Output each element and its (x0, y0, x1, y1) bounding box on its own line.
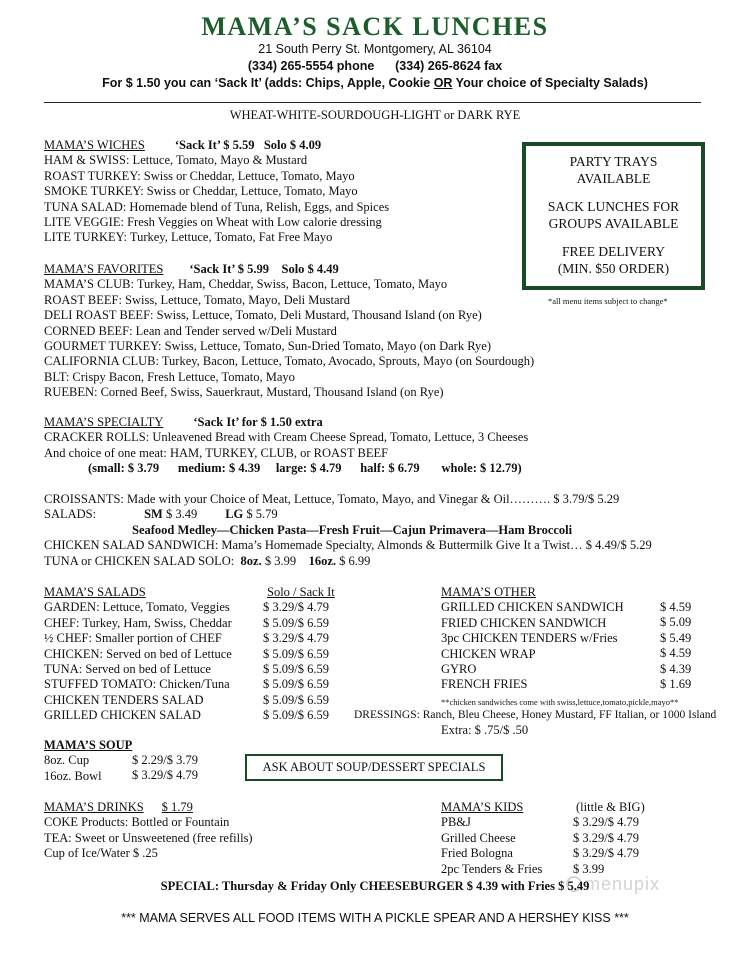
price: $ 3.29/$ 4.79 (263, 600, 329, 615)
list-item: PB&J (441, 815, 471, 830)
price: $ 1.69 (660, 676, 692, 691)
wiches-section (44, 138, 389, 246)
price: $ 4.59 (660, 646, 692, 661)
bread-options: WHEAT-WHITE-SOURDOUGH-LIGHT or DARK RYE (229, 108, 521, 122)
phone-fax: (334) 265-5554 phone (334) 265-8624 fax (247, 59, 503, 73)
address: 21 South Perry St. Montgomery, AL 36104 (258, 42, 492, 56)
salads-label: SALADS: (44, 507, 97, 522)
salads-sm-price: $ 3.49 (162, 507, 198, 522)
tuna-16oz-price: $ 6.99 (336, 553, 371, 568)
other-heading: MAMA’S OTHER (441, 585, 536, 599)
price: $ 2.29/$ 3.79 (132, 753, 198, 767)
croissants-section (44, 492, 652, 569)
price: $ 5.09/$ 6.59 (263, 708, 329, 723)
list-item: TUNA SALAD: Homemade blend of Tuna, Relish, Eggs, and Spices (44, 199, 390, 214)
cracker-sizes: (small: $ 3.79 medium: $ 4.39 large: $ 4.79 half: $ 6.79 whole: $ 12.79) (88, 461, 522, 476)
wiches-price: ‘Sack It’ $ 5.59 Solo $ 4.09 (174, 138, 322, 152)
specialty-heading: MAMA’S SPECIALTY (44, 415, 164, 429)
list-item: CHICKEN TENDERS SALAD (44, 692, 204, 707)
list-item: GARDEN: Lettuce, Tomato, Veggies (44, 600, 230, 615)
kids-col-header: (little & BIG) (576, 800, 645, 814)
croissants-line: CROISSANTS: Made with your Choice of Meat, Lettuce, Tomato, Mayo, and Vinegar & Oil………. $ 3.79/$ 5.29 (44, 492, 620, 506)
drinks-heading: MAMA’S DRINKS (44, 800, 144, 814)
salads-lg-label: LG (225, 507, 244, 522)
price: $ 3.29/$ 4.79 (573, 846, 639, 861)
party-line-5: FREE DELIVERY (561, 244, 666, 259)
salad-types: Seafood Medley—Chicken Pasta—Fresh Fruit—Cajun Primavera—Ham Broccoli (132, 522, 573, 537)
price: $ 3.29/$ 4.79 (573, 815, 639, 830)
list-item: Grilled Cheese (441, 830, 516, 845)
kids-section (441, 800, 542, 877)
list-item: CORNED BEEF: Lean and Tender served w/Deli Mustard (44, 323, 337, 338)
list-item: CALIFORNIA CLUB: Turkey, Bacon, Lettuce, Tomato, Avocado, Sprouts, Mayo (on Sourdough) (44, 354, 535, 369)
list-item: DELI ROAST BEEF: Swiss, Lettuce, Tomato, Deli Mustard, Thousand Island (on Rye) (44, 308, 482, 323)
list-item: GOURMET TURKEY: Swiss, Lettuce, Tomato, Sun-Dried Tomato, Mayo (on Dark Rye) (44, 338, 492, 353)
tuna-solo-label: TUNA or CHICKEN SALAD SOLO: (44, 553, 241, 568)
chicken-salad-sandwich: CHICKEN SALAD SANDWICH: Mama’s Homemade Specialty, Almonds & Buttermilk Give It a Twist… $ 4.49/$ 5.29 (44, 538, 652, 553)
sack-it-note (0, 76, 750, 90)
other-prices (660, 600, 691, 692)
list-item: GYRO (441, 661, 477, 676)
salads-sm-label: SM (144, 507, 163, 522)
kids-prices (573, 800, 645, 877)
dressings: DRESSINGS: Ranch, Bleu Cheese, Honey Mustard, FF Italian, or 1000 Island (354, 709, 717, 721)
list-item: 16oz. Bowl (44, 768, 102, 783)
price: $ 3.29/$ 4.79 (132, 768, 198, 783)
list-item: FRIED CHICKEN SANDWICH (441, 615, 607, 630)
price: $ 4.39 (660, 661, 692, 676)
salads-section (44, 585, 232, 724)
soup-section (44, 738, 132, 784)
price: $ 5.09/$ 6.59 (263, 692, 329, 707)
list-item: FRENCH FRIES (441, 677, 528, 692)
salads-lg-price: $ 5.79 (243, 507, 278, 522)
salads-prices (263, 585, 335, 724)
specialty-price: ‘Sack It’ for $ 1.50 extra (193, 415, 323, 429)
meat-choice: And choice of one meat: HAM, TURKEY, CLUB, or ROAST BEEF (44, 445, 389, 460)
party-line-4: GROUPS AVAILABLE (548, 215, 679, 231)
watermark-text: menupix (585, 874, 661, 894)
list-item: ½ CHEF: Smaller portion of CHEF (44, 631, 222, 646)
favorites-price: ‘Sack It’ $ 5.99 Solo $ 4.49 (189, 262, 339, 276)
list-item: 2pc Tenders & Fries (441, 861, 543, 876)
price: $ 5.09/$ 6.59 (263, 646, 329, 661)
list-item: SMOKE TURKEY: Swiss or Cheddar, Lettuce, Tomato, Mayo (44, 184, 358, 199)
price: $ 3.29/$ 4.79 (573, 830, 639, 845)
list-item: CHICKEN WRAP (441, 646, 536, 661)
wiches-heading: MAMA’S WICHES (44, 138, 145, 152)
favorites-section (44, 262, 534, 401)
list-item: ROAST TURKEY: Swiss or Cheddar, Lettuce, Tomato, Mayo (44, 168, 355, 183)
cheeseburger-special: SPECIAL: Thursday & Friday Only CHEESEBURGER $ 4.39 with Fries $ 5.49 (160, 879, 590, 893)
list-item: HAM & SWISS: Lettuce, Tomato, Mayo & Mustard (44, 153, 308, 168)
chicken-sandwich-note: **chicken sandwiches come with swiss,lettuce,tomato,pickle,mayo** (441, 697, 679, 707)
soup-specials-box: ASK ABOUT SOUP/DESSERT SPECIALS (245, 754, 503, 781)
list-item: LITE TURKEY: Turkey, Lettuce, Tomato, Fat Free Mayo (44, 230, 333, 245)
page-title: MAMA’S SACK LUNCHES (201, 12, 549, 41)
soup-heading: MAMA’S SOUP (44, 738, 133, 752)
party-line-2: AVAILABLE (576, 170, 651, 186)
list-item: COKE Products: Bottled or Fountain (44, 815, 230, 830)
price: $ 5.09/$ 6.59 (263, 615, 329, 630)
tuna-8oz-price: $ 3.99 (261, 553, 309, 568)
list-item: STUFFED TOMATO: Chicken/Tuna (44, 677, 230, 692)
party-line-6: (MIN. $50 ORDER) (557, 260, 670, 276)
price: $ 3.29/$ 4.79 (263, 631, 329, 646)
list-item: BLT: Crispy Bacon, Fresh Lettuce, Tomato, Mayo (44, 369, 295, 384)
party-trays-box (522, 142, 705, 290)
list-item: 8oz. Cup (44, 753, 90, 768)
salads-col-header: Solo / Sack It (267, 585, 335, 599)
list-item: LITE VEGGIE: Fresh Veggies on Wheat with Low calorie dressing (44, 214, 382, 229)
price: $ 4.59 (660, 600, 692, 614)
price: $ 5.49 (660, 630, 692, 645)
drinks-price: $ 1.79 (161, 800, 193, 814)
list-item: RUEBEN: Corned Beef, Swiss, Sauerkraut, Mustard, Thousand Island (on Rye) (44, 385, 444, 400)
list-item: GRILLED CHICKEN SANDWICH (441, 600, 624, 615)
dressing-extra: Extra: $ .75/$ .50 (441, 723, 529, 737)
favorites-heading: MAMA’S FAVORITES (44, 262, 164, 276)
list-item: 3pc CHICKEN TENDERS w/Fries (441, 631, 618, 646)
tuna-8oz-label: 8oz. (240, 553, 262, 568)
list-item: TUNA: Served on bed of Lettuce (44, 661, 211, 676)
list-item: Fried Bologna (441, 846, 513, 861)
list-item: CHICKEN: Served on bed of Lettuce (44, 646, 232, 661)
specialty-section (44, 415, 528, 477)
kids-heading: MAMA’S KIDS (441, 800, 524, 814)
sack-it-note-or: OR (433, 76, 453, 90)
salads-heading: MAMA’S SALADS (44, 585, 146, 599)
drinks-section (44, 800, 253, 862)
list-item: ROAST BEEF: Swiss, Lettuce, Tomato, Mayo, Deli Mustard (44, 292, 350, 307)
list-item: CHEF: Turkey, Ham, Swiss, Cheddar (44, 615, 232, 630)
menu-change-note: *all menu items subject to change* (548, 296, 668, 306)
party-line-3: SACK LUNCHES FOR (547, 199, 680, 214)
header-divider (44, 102, 701, 103)
pickle-note: *** MAMA SERVES ALL FOOD ITEMS WITH A PICKLE SPEAR AND A HERSHEY KISS *** (121, 911, 629, 925)
sack-it-note-post: Your choice of Specialty Salads) (452, 76, 648, 90)
list-item: GRILLED CHICKEN SALAD (44, 708, 201, 723)
party-line-1: PARTY TRAYS (569, 154, 658, 169)
sack-it-note-pre: For $ 1.50 you can ‘Sack It’ (adds: Chips, Apple, Cookie (102, 76, 434, 90)
list-item: Cup of Ice/Water $ .25 (44, 846, 158, 861)
list-item: TEA: Sweet or Unsweetened (free refills) (44, 830, 253, 845)
soup-prices (132, 753, 198, 784)
price: $ 5.09/$ 6.59 (263, 677, 329, 692)
list-item: MAMA’S CLUB: Turkey, Ham, Cheddar, Swiss, Bacon, Lettuce, Tomato, Mayo (44, 277, 448, 292)
price: $ 5.09/$ 6.59 (263, 661, 329, 676)
tuna-16oz-label: 16oz. (308, 553, 337, 568)
other-section (441, 585, 624, 693)
cracker-rolls: CRACKER ROLLS: Unleavened Bread with Cream Cheese Spread, Tomato, Lettuce, 3 Cheeses (44, 430, 529, 445)
price: $ 3.99 (573, 861, 605, 876)
price: $ 5.09 (660, 615, 692, 630)
